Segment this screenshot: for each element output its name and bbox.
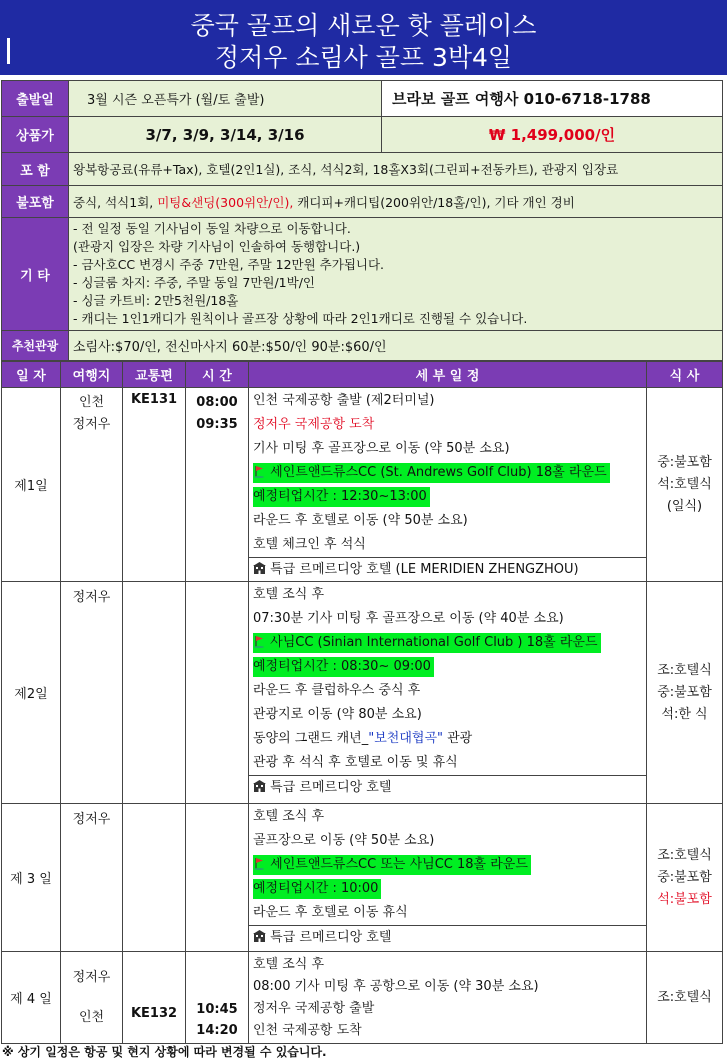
header-time: 시 간 [186, 362, 249, 388]
golf-highlight [253, 463, 610, 483]
empty-transport [123, 804, 186, 952]
departure-label: 출발일 [2, 81, 69, 117]
detail-line-teeup [249, 485, 646, 509]
detail-line: 골프장으로 이동 (약 50분 소요) [253, 833, 435, 848]
detail-line-golf [249, 461, 646, 485]
hotel-name: 특급 르메르디앙 호텔 (LE MERIDIEN ZHENGZHOU) [270, 562, 579, 577]
schedule-table [1, 361, 723, 1044]
etc-line: - 싱글룸 차지: 주중, 주말 동일 7만원/1박/인 [73, 275, 315, 290]
meal-note: (일식) [666, 498, 703, 514]
include-label: 포 함 [2, 153, 69, 186]
time-departure: 10:45 [196, 1002, 238, 1017]
header-transport: 교통편 [123, 362, 186, 388]
detail-line: 라운드 후 호텔로 이동 휴식 [253, 905, 408, 920]
day-row-1 [2, 388, 723, 582]
time-departure: 08:00 [196, 395, 238, 410]
detail-line-teeup [249, 655, 646, 679]
hotel-name: 특급 르메르디앙 호텔 [270, 930, 392, 945]
departure-value: 3월 시즌 오픈특가 (월/토 출발) [69, 81, 382, 117]
day-row-3 [2, 804, 723, 952]
place-departure: 정저우 [72, 969, 111, 985]
title-banner [0, 0, 727, 75]
teeup-highlight: 예정티업시간 : 12:30~13:00 [253, 487, 430, 507]
golf-text: 사님CC (Sinian International Golf Club ) 18홀 라운드 [270, 635, 598, 650]
meal-dinner: 석:불포함 [657, 891, 712, 907]
meal-breakfast: 조:호텔식 [657, 847, 712, 863]
detail-line: 호텔 체크인 후 석식 [253, 537, 366, 552]
golf-text: 세인트앤드류스CC 또는 사님CC 18홀 라운드 [270, 857, 528, 872]
detail-line: 정저우 국제공항 출발 [253, 1001, 375, 1016]
etc-line: - 금사호CC 변경시 주중 7만원, 주말 12만원 추가됩니다. [73, 257, 385, 272]
teeup-highlight: 예정티업시간 : 10:00 [253, 879, 381, 899]
detail-line: 관광 후 석식 후 호텔로 이동 및 휴식 [253, 755, 458, 770]
header-detail: 세 부 일 정 [249, 362, 647, 388]
day-meals [647, 952, 723, 1044]
agency-contact: 브라보 골프 여행사 010-6718-1788 [382, 81, 723, 117]
day-label: 제1일 [2, 388, 61, 582]
time-arrival: 09:35 [196, 417, 238, 432]
day-row-2 [2, 582, 723, 804]
footer-note: ※ 상기 일정은 항공 및 현지 상황에 따라 변경될 수 있습니다. [2, 1045, 327, 1059]
detail-line: 07:30분 기사 미팅 후 골프장으로 이동 (약 40분 소요) [253, 611, 564, 626]
flight-times [186, 952, 249, 1044]
banner-title-2: 정저우 소림사 골프 3박4일 [214, 43, 513, 72]
meal-dinner: 석:호텔식 [657, 476, 712, 492]
day-meals [647, 388, 723, 582]
hotel-name: 특급 르메르디앙 호텔 [270, 780, 392, 795]
place-departure: 인천 [78, 395, 105, 410]
day-meals [647, 804, 723, 952]
product-label: 상품가 [2, 117, 69, 153]
flight-number: KE131 [123, 388, 186, 582]
place-arrival: 정저우 [72, 417, 111, 432]
exclude-text-2: 캐디피+캐디팁(200위안/18홀/인), 기타 개인 경비 [293, 194, 575, 210]
hotel-icon [253, 560, 266, 573]
tour-highlight: "보천대협곡" [368, 731, 443, 746]
tour-text-2: 관광 [442, 731, 473, 746]
day-row-4 [2, 952, 723, 1044]
day-place: 정저우 [61, 804, 123, 952]
info-table [1, 80, 723, 361]
etc-notes [69, 218, 723, 331]
empty-transport [123, 582, 186, 804]
detail-line: 라운드 후 호텔로 이동 (약 50분 소요) [253, 513, 468, 528]
detail-line: 라운드 후 클럽하우스 중식 후 [253, 683, 421, 698]
header-meal: 식 사 [647, 362, 723, 388]
meal-lunch: 중:불포함 [657, 869, 712, 885]
detail-line: 인천 국제공항 출발 (제2터미널) [253, 393, 435, 408]
detail-line: 08:00 기사 미팅 후 공항으로 이동 (약 30분 소요) [253, 979, 539, 994]
day-detail [249, 388, 647, 582]
time-arrival: 14:20 [196, 1023, 238, 1038]
detail-line-golf [249, 631, 646, 655]
flight-times [186, 388, 249, 582]
meal-lunch: 중:불포함 [657, 684, 712, 700]
include-value: 왕복항공료(유류+Tax), 호텔(2인1실), 조식, 석식2회, 18홀X3회(그린피+전동카트), 관광지 입장료 [69, 153, 723, 186]
golf-flag-icon [253, 857, 266, 870]
golf-flag-icon [253, 635, 266, 648]
recommend-label: 추천관광 [2, 331, 69, 361]
detail-line: 기사 미팅 후 골프장으로 이동 (약 50분 소요) [253, 441, 510, 456]
detail-line: 호텔 조식 후 [253, 587, 325, 602]
meal-breakfast: 조:호텔식 [657, 662, 712, 678]
price: ₩ 1,499,000/인 [382, 117, 723, 153]
etc-line: - 전 일정 동일 기사님이 동일 차량으로 이동합니다. [73, 221, 351, 236]
meal-breakfast: 조:호텔식 [657, 989, 712, 1005]
header-place: 여행지 [61, 362, 123, 388]
exclude-text-1: 중식, 석식1회, [73, 194, 158, 210]
golf-flag-icon [253, 465, 266, 478]
empty-time [186, 804, 249, 952]
hotel-line [249, 925, 646, 949]
place-arrival: 인천 [78, 1009, 105, 1025]
day-detail [249, 804, 647, 952]
detail-line-teeup [249, 877, 646, 901]
hotel-line [249, 557, 646, 581]
teeup-highlight: 예정티업시간 : 08:30~ 09:00 [253, 657, 434, 677]
day-detail [249, 582, 647, 804]
day-place [61, 952, 123, 1044]
day-label: 제 4 일 [2, 952, 61, 1044]
meal-lunch: 중:불포함 [657, 454, 712, 470]
banner-title-1: 중국 골프의 새로운 핫 플레이스 [190, 11, 537, 40]
etc-line: (관광지 입장은 차량 기사님이 인솔하여 동행합니다.) [73, 239, 361, 254]
recommend-value: 소림사:$70/인, 전신마사지 60분:$50/인 90분:$60/인 [69, 331, 723, 361]
exclude-value [69, 186, 723, 218]
day-label: 제 3 일 [2, 804, 61, 952]
day-meals [647, 582, 723, 804]
detail-line: 호텔 조식 후 [253, 957, 325, 972]
day-place: 정저우 [61, 582, 123, 804]
detail-line [249, 727, 646, 751]
day-place [61, 388, 123, 582]
detail-line: 인천 국제공항 도착 [253, 1023, 362, 1038]
golf-highlight [253, 855, 531, 875]
detail-line: 호텔 조식 후 [253, 809, 325, 824]
flight-number: KE132 [123, 952, 186, 1044]
hotel-line [249, 775, 646, 799]
exclude-label: 불포함 [2, 186, 69, 218]
hotel-icon [253, 778, 266, 791]
detail-line-golf [249, 853, 646, 877]
hotel-icon [253, 928, 266, 941]
travel-dates: 3/7, 3/9, 3/14, 3/16 [69, 117, 382, 153]
header-day: 일 자 [2, 362, 61, 388]
golf-text: 세인트앤드류스CC (St. Andrews Golf Club) 18홀 라운드 [270, 465, 607, 480]
etc-line: - 캐디는 1인1캐디가 원칙이나 골프장 상황에 따라 2인1캐디로 진행될 수 있습니다. [73, 311, 528, 326]
etc-line: - 싱글 카트비: 2만5천원/18홀 [73, 293, 239, 308]
tour-text-1: 동양의 그랜드 캐년_ [253, 731, 369, 746]
meal-dinner: 석:한 식 [661, 706, 708, 722]
empty-time [186, 582, 249, 804]
day-detail [249, 952, 647, 1044]
place-spacer [61, 989, 122, 1007]
detail-line: 정저우 국제공항 도착 [253, 417, 375, 432]
golf-highlight [253, 633, 601, 653]
day-label: 제2일 [2, 582, 61, 804]
exclude-text-red: 미팅&샌딩(300위안/인), [157, 194, 294, 210]
etc-label: 기 타 [2, 218, 69, 331]
detail-line: 관광지로 이동 (약 80분 소요) [253, 707, 422, 722]
